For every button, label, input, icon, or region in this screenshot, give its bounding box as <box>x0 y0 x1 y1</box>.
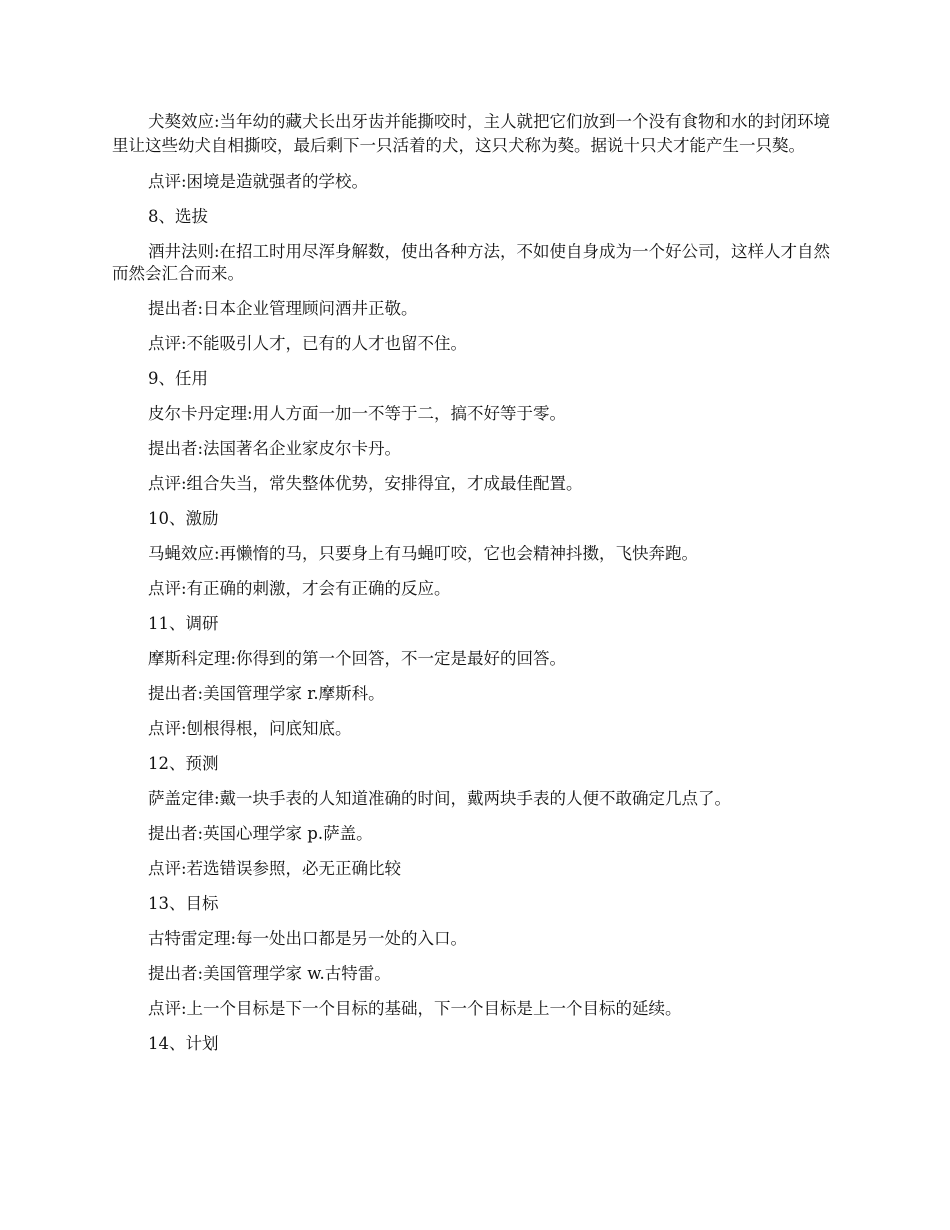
paragraph-comment-talent: 点评:不能吸引人才，已有的人才也留不住。 <box>148 334 468 353</box>
paragraph-comment-stimulus: 点评:有正确的刺激，才会有正确的反应。 <box>148 579 451 598</box>
section-heading-appointment: 9、任用 <box>148 369 208 388</box>
paragraph-proposer-sakai: 提出者:日本企业管理顾问酒井正敬。 <box>148 299 418 318</box>
paragraph-gutrey-theorem: 古特雷定理:每一处出口都是另一处的入口。 <box>148 929 468 948</box>
paragraph-comment-adversity: 点评:困境是造就强者的学校。 <box>148 172 369 191</box>
paragraph-segal-law: 萨盖定律:戴一块手表的人知道准确的时间，戴两块手表的人便不敢确定几点了。 <box>148 789 732 808</box>
paragraph-horsefly-effect: 马蝇效应:再懒惰的马，只要身上有马蝇叮咬，它也会精神抖擞，飞快奔跑。 <box>148 544 699 563</box>
paragraph-cardin-theorem: 皮尔卡丹定理:用人方面一加一不等于二，搞不好等于零。 <box>148 404 567 423</box>
paragraph-sakai-rule: 酒井法则:在招工时用尽浑身解数，使出各种方法，不如使自身成为一个好公司，这样人才自然而然会汇合而来。 <box>112 242 831 283</box>
paragraph-proposer-gutrey: 提出者:美国管理学家 w.古特雷。 <box>148 964 391 983</box>
section-heading-motivation: 10、激励 <box>148 509 219 528</box>
document-body <box>112 110 840 1055</box>
paragraph-dog-mastiff-effect: 犬獒效应:当年幼的藏犬长出牙齿并能撕咬时，主人就把它们放到一个没有食物和水的封闭环境里让这些幼犬自相撕咬，最后剩下一只活着的犬，这只犬称为獒。据说十只犬才能产生一只獒。 <box>112 112 831 155</box>
paragraph-comment-goals: 点评:上一个目标是下一个目标的基础，下一个目标是上一个目标的延续。 <box>148 999 682 1018</box>
paragraph-comment-reference: 点评:若选错误参照，必无正确比较 <box>148 859 402 878</box>
paragraph-proposer-cardin: 提出者:法国著名企业家皮尔卡丹。 <box>148 439 402 458</box>
paragraph-proposer-moscow: 提出者:美国管理学家 r.摩斯科。 <box>148 684 385 703</box>
section-heading-goal: 13、目标 <box>148 894 219 913</box>
paragraph-comment-root: 点评:刨根得根，问底知底。 <box>148 719 352 738</box>
section-heading-research: 11、调研 <box>148 614 219 633</box>
section-heading-selection: 8、选拔 <box>148 207 208 226</box>
section-heading-plan: 14、计划 <box>148 1034 219 1053</box>
paragraph-proposer-segal: 提出者:英国心理学家 p.萨盖。 <box>148 824 373 843</box>
paragraph-comment-combination: 点评:组合失当，常失整体优势，安排得宜，才成最佳配置。 <box>148 474 583 493</box>
paragraph-moscow-theorem: 摩斯科定理:你得到的第一个回答，不一定是最好的回答。 <box>148 649 567 668</box>
section-heading-forecast: 12、预测 <box>148 754 219 773</box>
